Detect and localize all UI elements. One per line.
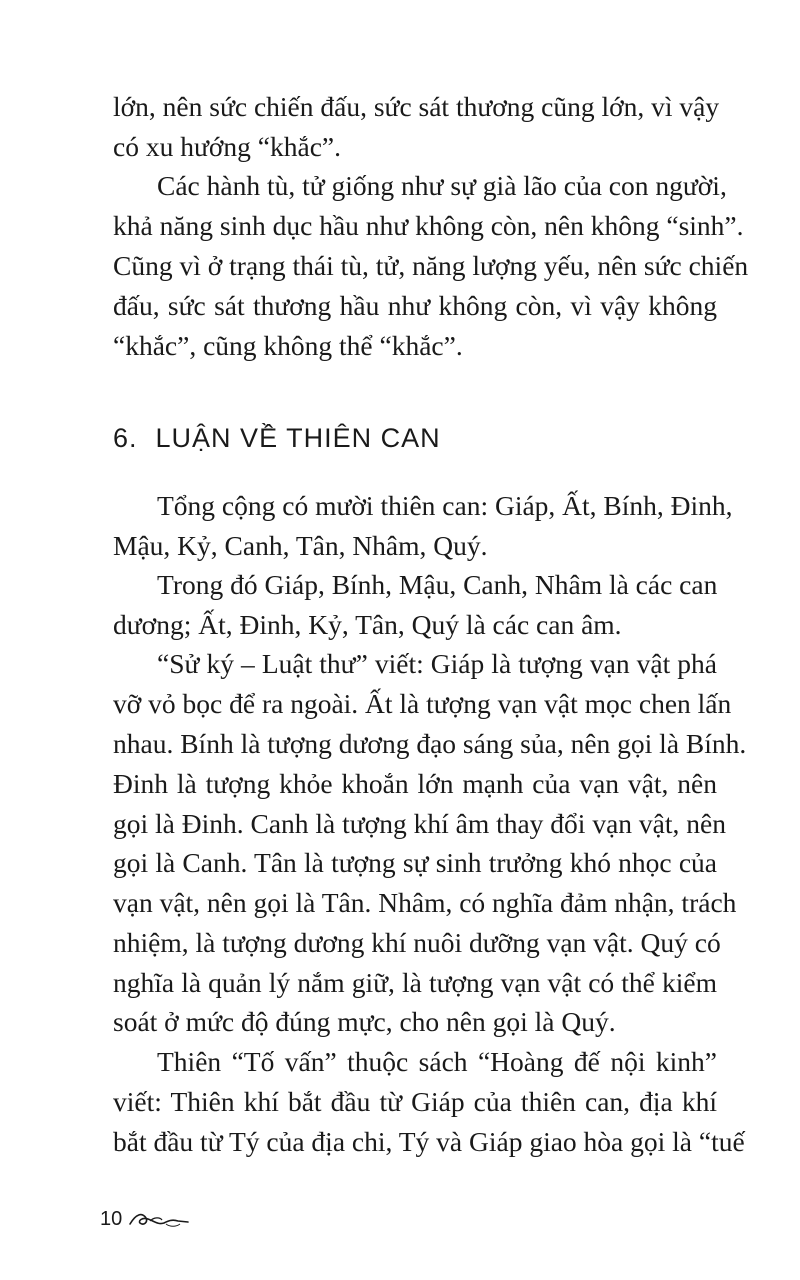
text-line: nghĩa là quản lý nắm giữ, là tượng vạn vật có thể kiểm (113, 967, 717, 998)
text-line: dương; Ất, Đinh, Kỷ, Tân, Quý là các can âm. (113, 609, 622, 640)
text-line: khả năng sinh dục hầu như không còn, nên không “sinh”. (113, 210, 744, 241)
text-line: Cũng vì ở trạng thái tù, tử, năng lượng yếu, nên sức chiến (113, 250, 749, 281)
text-line: Các hành tù, tử giống như sự già lão của con người, (157, 170, 727, 201)
text-line: đấu, sức sát thương hầu như không còn, vì vậy không (113, 290, 717, 321)
text-line: soát ở mức độ đúng mực, cho nên gọi là Quý. (113, 1006, 616, 1037)
text-line: có xu hướng “khắc”. (113, 131, 341, 162)
text-line: “Sử ký – Luật thư” viết: Giáp là tượng vạn vật phá (157, 648, 717, 679)
text-line: Trong đó Giáp, Bính, Mậu, Canh, Nhâm là các can (157, 569, 718, 600)
text-line: nhiệm, là tượng dương khí nuôi dưỡng vạn vật. Quý có (113, 927, 721, 958)
text-line: vỡ vỏ bọc để ra ngoài. Ất là tượng vạn vật mọc chen lấn (113, 688, 732, 719)
text-line: viết: Thiên khí bắt đầu từ Giáp của thiên can, địa khí (113, 1086, 717, 1117)
text-line: Đinh là tượng khỏe khoắn lớn mạnh của vạn vật, nên (113, 768, 717, 799)
section-heading (113, 416, 441, 460)
section-title: LUẬN VỀ THIÊN CAN (155, 423, 441, 453)
text-line: Mậu, Kỷ, Canh, Tân, Nhâm, Quý. (113, 530, 488, 561)
text-line: vạn vật, nên gọi là Tân. Nhâm, có nghĩa đảm nhận, trách (113, 887, 737, 918)
text-line: bắt đầu từ Tý của địa chi, Tý và Giáp giao hòa gọi là “tuế (113, 1126, 745, 1157)
section-number: 6. (113, 423, 138, 453)
text-line: Tổng cộng có mười thiên can: Giáp, Ất, Bính, Đinh, (157, 490, 733, 521)
text-line: Thiên “Tố vấn” thuộc sách “Hoàng đế nội kinh” (157, 1046, 717, 1077)
page-number: 10 (100, 1208, 123, 1230)
text-line: gọi là Đinh. Canh là tượng khí âm thay đổi vạn vật, nên (113, 808, 726, 839)
text-line: nhau. Bính là tượng dương đạo sáng sủa, nên gọi là Bính. (113, 728, 747, 759)
text-line: “khắc”, cũng không thể “khắc”. (113, 330, 463, 361)
flourish-ornament-icon (128, 1208, 190, 1230)
text-line: lớn, nên sức chiến đấu, sức sát thương cũng lớn, vì vậy (113, 91, 720, 122)
text-line: gọi là Canh. Tân là tượng sự sinh trưởng khó nhọc của (113, 847, 717, 878)
